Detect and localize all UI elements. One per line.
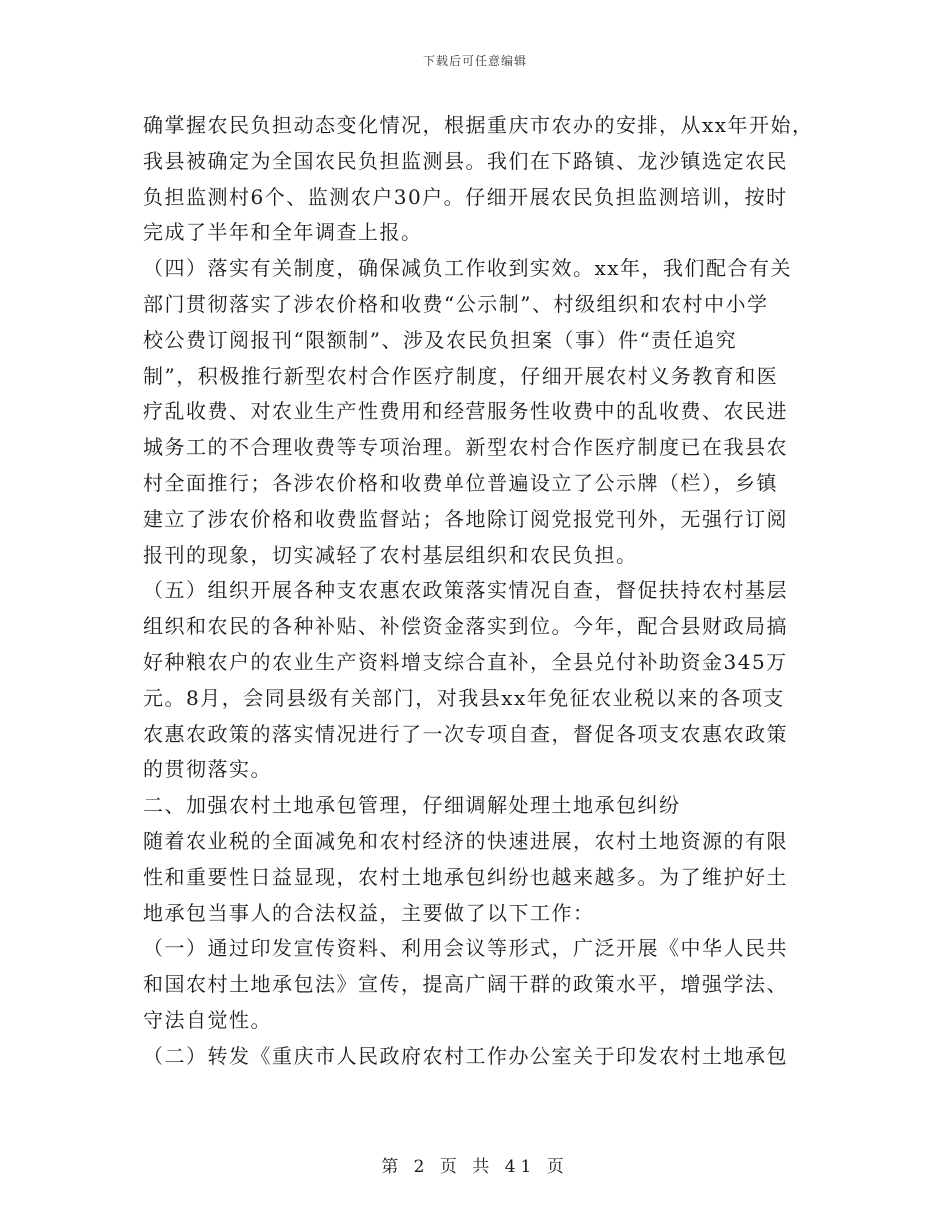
body-line: 校公费订阅报刊“限额制”、涉及农民负担案（事）件“责任追究 [143, 327, 738, 352]
body-line: 确掌握农民负担动态变化情况，根据重庆市农办的安排，从xx年开始， [143, 113, 814, 137]
page-header: 下载后可任意编辑 [422, 54, 527, 68]
body-line: 和国农村土地承包法》宣传，提高广阔干群的政策水平，增强学法、 [143, 972, 788, 997]
body-line: （一）通过印发宣传资料、利用会议等形式，广泛开展《中华人民共 [143, 936, 788, 961]
body-line: 元。8月，会同县级有关部门，对我县xx年免征农业税以来的各项支 [143, 685, 785, 710]
body-line: 城务工的不合理收费等专项治理。新型农村合作医疗制度已在我县农 [143, 435, 788, 460]
body-line: 完成了半年和全年调查上报。 [143, 220, 423, 245]
body-line: 农惠农政策的落实情况进行了一次专项自查，督促各项支农惠农政策 [143, 721, 788, 746]
body-line: 建立了涉农价格和收费监督站；各地除订阅党报党刊外，无强行订阅 [143, 506, 788, 531]
body-line: （二）转发《重庆市人民政府农村工作办公室关于印发农村土地承包 [143, 1043, 788, 1068]
body-line: （五）组织开展各种支农惠农政策落实情况自查，督促扶持农村基层 [143, 578, 788, 603]
body-line: 好种粮农户的农业生产资料增支综合直补，全县兑付补助资金345万 [143, 649, 788, 674]
body-line: （四）落实有关制度，确保减负工作收到实效。xx年，我们配合有关 [143, 256, 793, 281]
document-body [143, 108, 814, 1075]
body-line: 我县被确定为全国农民负担监测县。我们在下路镇、龙沙镇选定农民 [143, 148, 788, 173]
page-number: 第 2 页 共 41 页 [381, 1157, 569, 1177]
body-line: 部门贯彻落实了涉农价格和收费“公示制”、村级组织和农村中小学 [143, 291, 769, 316]
body-line: 的贯彻落实。 [143, 757, 272, 782]
body-line: 组织和农民的各种补贴、补偿资金落实到位。今年，配合县财政局搞 [143, 614, 788, 639]
body-line: 制”，积极推行新型农村合作医疗制度，仔细开展农村义务教育和医 [143, 363, 779, 388]
body-line: 村全面推行；各涉农价格和收费单位普遍设立了公示牌（栏），乡镇 [143, 470, 778, 495]
body-line: 性和重要性日益显现，农村土地承包纠纷也越来越多。为了维护好土 [143, 864, 788, 889]
body-line: 守法自觉性。 [143, 1007, 272, 1032]
body-line: 地承包当事人的合法权益，主要做了以下工作： [143, 900, 595, 925]
body-line: 随着农业税的全面减免和农村经济的快速进展，农村土地资源的有限 [143, 828, 788, 853]
body-line: 报刊的现象，切实减轻了农村基层组织和农民负担。 [143, 542, 638, 567]
section-heading: 二、加强农村土地承包管理，仔细调解处理土地承包纠纷 [143, 793, 681, 818]
body-line: 负担监测村6个、监测农户30户。仔细开展农民负担监测培训，按时 [143, 184, 788, 209]
body-line: 疗乱收费、对农业生产性费用和经营服务性收费中的乱收费、农民进 [143, 399, 788, 424]
